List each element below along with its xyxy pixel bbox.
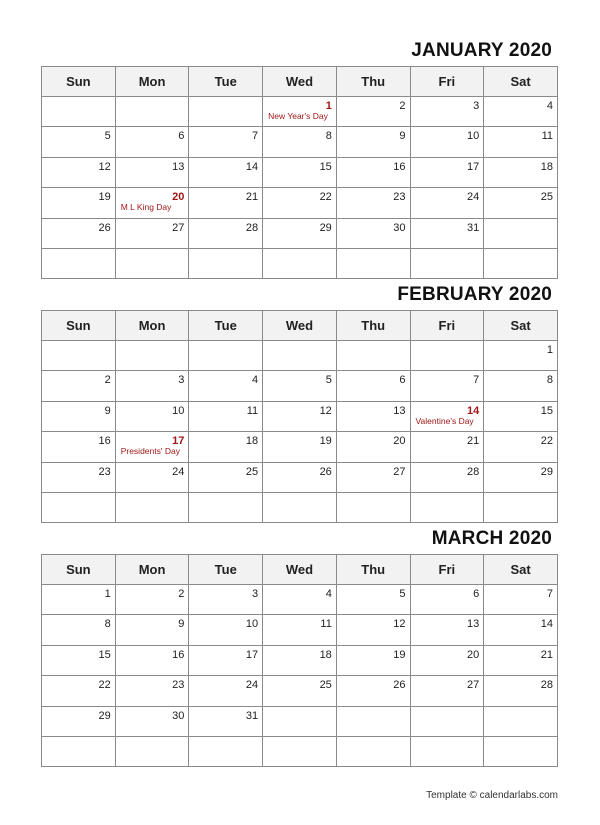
day-cell — [410, 157, 484, 187]
week-row — [42, 371, 558, 401]
day-number: 27 — [466, 679, 480, 692]
day-number: 15 — [540, 404, 553, 417]
day-cell — [484, 188, 558, 218]
day-number: 26 — [98, 221, 111, 234]
day-cell — [336, 706, 410, 736]
day-number: 26 — [393, 679, 406, 692]
calendar-grid — [41, 554, 558, 767]
day-number: 20 — [172, 191, 185, 204]
day-number: 9 — [399, 130, 406, 143]
day-cell — [263, 248, 337, 278]
day-cell — [410, 585, 484, 615]
day-number: 11 — [320, 618, 332, 631]
day-cell — [42, 218, 116, 248]
day-number: 28 — [466, 465, 480, 478]
day-cell — [484, 492, 558, 522]
day-number: 10 — [466, 130, 480, 143]
weekday-header: Wed — [263, 311, 337, 341]
day-cell — [115, 248, 189, 278]
day-cell — [484, 462, 558, 492]
day-cell — [115, 157, 189, 187]
day-number: 9 — [104, 404, 111, 417]
day-number: 7 — [251, 130, 259, 143]
day-cell — [484, 341, 558, 371]
day-number: 24 — [466, 191, 480, 204]
week-row — [42, 97, 558, 127]
day-cell — [410, 371, 484, 401]
day-number: 2 — [104, 374, 111, 387]
day-cell — [484, 736, 558, 766]
day-cell — [410, 706, 484, 736]
day-number: 16 — [172, 648, 185, 661]
day-number: 29 — [319, 221, 332, 234]
day-cell — [484, 432, 558, 462]
day-cell — [42, 97, 116, 127]
day-number: 27 — [393, 465, 406, 478]
day-cell — [336, 676, 410, 706]
day-cell — [115, 736, 189, 766]
day-cell — [263, 645, 337, 675]
day-cell — [484, 676, 558, 706]
day-cell — [484, 645, 558, 675]
week-row — [42, 615, 558, 645]
day-number: 14 — [245, 160, 259, 173]
day-number: 8 — [104, 618, 111, 631]
day-cell — [189, 97, 263, 127]
weekday-header: Sun — [42, 555, 116, 585]
day-cell — [410, 127, 484, 157]
calendar-grid — [41, 310, 558, 523]
day-number: 3 — [473, 100, 480, 112]
weekday-header-row — [42, 311, 558, 341]
weekday-header: Fri — [410, 311, 484, 341]
day-cell — [263, 462, 337, 492]
day-number: 12 — [393, 618, 406, 631]
day-number: 30 — [172, 709, 185, 722]
day-cell — [336, 157, 410, 187]
day-cell — [410, 492, 484, 522]
day-cell — [410, 736, 484, 766]
day-cell — [263, 492, 337, 522]
day-cell — [115, 706, 189, 736]
day-number: 10 — [172, 404, 185, 417]
day-cell — [115, 341, 189, 371]
day-number: 8 — [325, 130, 332, 143]
day-cell — [42, 248, 116, 278]
day-number: 24 — [172, 465, 185, 478]
day-cell — [42, 492, 116, 522]
day-cell — [115, 218, 189, 248]
holiday-name: New Year's Day — [268, 111, 328, 121]
day-cell — [410, 676, 484, 706]
day-cell — [42, 157, 116, 187]
day-cell — [336, 188, 410, 218]
day-cell — [263, 127, 337, 157]
day-number: 24 — [245, 679, 259, 692]
day-number: 15 — [98, 648, 111, 661]
week-row — [42, 585, 558, 615]
weekday-header: Mon — [115, 555, 189, 585]
day-number: 25 — [540, 191, 553, 204]
day-cell — [263, 585, 337, 615]
weekday-header-row — [42, 67, 558, 97]
day-number: 27 — [172, 221, 185, 234]
day-cell — [42, 371, 116, 401]
day-number: 14 — [466, 404, 480, 417]
week-row — [42, 492, 558, 522]
day-cell — [263, 188, 337, 218]
weekday-header: Thu — [336, 555, 410, 585]
holiday-name: Presidents' Day — [120, 446, 180, 457]
day-cell — [263, 371, 337, 401]
day-number: 18 — [540, 160, 553, 173]
week-row — [42, 676, 558, 706]
day-cell — [115, 585, 189, 615]
day-cell — [115, 127, 189, 157]
day-cell — [410, 401, 484, 431]
day-number: 25 — [245, 465, 259, 478]
day-cell — [42, 462, 116, 492]
weekday-header: Thu — [336, 67, 410, 97]
weekday-header: Sat — [484, 67, 558, 97]
week-row — [42, 736, 558, 766]
day-cell — [42, 341, 116, 371]
day-number: 17 — [172, 435, 185, 448]
day-cell — [336, 341, 410, 371]
day-number: 12 — [319, 404, 332, 417]
day-cell — [189, 462, 263, 492]
day-cell — [189, 736, 263, 766]
day-cell — [336, 248, 410, 278]
holiday-name: M L King Day — [120, 202, 172, 213]
day-number: 1 — [104, 588, 111, 600]
day-cell — [115, 492, 189, 522]
day-number: 6 — [399, 374, 406, 387]
day-number: 13 — [393, 404, 406, 417]
day-number: 3 — [178, 374, 185, 387]
day-cell — [410, 615, 484, 645]
day-number: 7 — [546, 588, 553, 600]
calendar-grid — [41, 66, 558, 279]
weekday-header: Sat — [484, 555, 558, 585]
week-row — [42, 462, 558, 492]
day-cell — [42, 127, 116, 157]
day-cell — [42, 432, 116, 462]
day-number: 5 — [104, 130, 111, 143]
day-number: 1 — [325, 100, 332, 112]
day-cell — [263, 432, 337, 462]
day-cell — [189, 676, 263, 706]
day-cell — [263, 615, 337, 645]
weekday-header: Mon — [115, 67, 189, 97]
day-cell — [410, 218, 484, 248]
day-cell — [484, 615, 558, 645]
week-row — [42, 157, 558, 187]
weekday-header: Tue — [189, 311, 263, 341]
day-cell — [115, 645, 189, 675]
day-cell — [263, 341, 337, 371]
day-cell — [336, 462, 410, 492]
day-cell — [189, 248, 263, 278]
weekday-header: Fri — [410, 555, 484, 585]
week-row — [42, 248, 558, 278]
day-number: 15 — [319, 160, 332, 173]
day-number: 29 — [540, 465, 553, 478]
day-number: 26 — [319, 465, 332, 478]
day-number: 6 — [178, 130, 185, 143]
day-number: 23 — [98, 465, 111, 478]
day-cell — [484, 248, 558, 278]
day-cell — [484, 97, 558, 127]
day-cell — [189, 127, 263, 157]
day-number: 13 — [466, 618, 480, 631]
day-cell — [42, 706, 116, 736]
day-number: 19 — [98, 191, 111, 204]
day-cell — [410, 188, 484, 218]
day-cell — [484, 706, 558, 736]
day-number: 28 — [245, 221, 259, 234]
day-number: 18 — [245, 435, 259, 448]
day-number: 21 — [245, 191, 259, 204]
day-number: 22 — [540, 435, 553, 448]
day-cell — [484, 218, 558, 248]
day-cell — [336, 645, 410, 675]
day-cell — [484, 401, 558, 431]
day-number: 28 — [540, 679, 553, 692]
day-cell — [336, 615, 410, 645]
day-number: 31 — [466, 221, 480, 234]
day-cell — [410, 462, 484, 492]
day-cell — [42, 736, 116, 766]
weekday-header: Thu — [336, 311, 410, 341]
week-row — [42, 706, 558, 736]
day-number: 22 — [319, 191, 332, 204]
day-number: 17 — [245, 648, 259, 661]
day-cell — [263, 401, 337, 431]
day-cell — [189, 645, 263, 675]
day-cell — [115, 401, 189, 431]
day-cell — [410, 97, 484, 127]
day-number: 1 — [546, 344, 553, 356]
day-number: 11 — [541, 130, 553, 143]
day-number: 12 — [98, 160, 111, 173]
day-cell — [189, 615, 263, 645]
weekday-header-row — [42, 555, 558, 585]
footer-credit: Template © calendarlabs.com — [426, 790, 558, 801]
day-cell — [410, 341, 484, 371]
day-number: 5 — [325, 374, 332, 387]
holiday-name: Valentine's Day — [415, 415, 474, 426]
day-number: 5 — [399, 588, 406, 600]
day-cell — [410, 432, 484, 462]
day-number: 16 — [98, 435, 111, 448]
day-cell — [42, 676, 116, 706]
day-cell — [263, 706, 337, 736]
weekday-header: Tue — [189, 555, 263, 585]
day-cell — [189, 188, 263, 218]
day-number: 21 — [466, 435, 480, 448]
week-row — [42, 432, 558, 462]
day-cell — [189, 492, 263, 522]
day-cell — [115, 615, 189, 645]
day-number: 29 — [98, 709, 111, 722]
week-row — [42, 341, 558, 371]
day-cell — [189, 218, 263, 248]
day-cell — [263, 97, 337, 127]
month-title: FEBRUARY 2020 — [397, 284, 552, 305]
day-cell — [115, 432, 189, 462]
day-cell — [189, 401, 263, 431]
day-cell — [263, 218, 337, 248]
month-title: MARCH 2020 — [431, 528, 552, 549]
day-cell — [336, 97, 410, 127]
week-row — [42, 218, 558, 248]
weekday-header: Wed — [263, 555, 337, 585]
day-cell — [189, 585, 263, 615]
day-cell — [189, 371, 263, 401]
day-cell — [115, 97, 189, 127]
month-title: JANUARY 2020 — [411, 40, 552, 61]
day-number: 16 — [393, 160, 406, 173]
day-cell — [336, 218, 410, 248]
day-number: 19 — [393, 648, 406, 661]
day-cell — [42, 401, 116, 431]
day-number: 22 — [98, 679, 111, 692]
day-number: 8 — [546, 374, 553, 387]
week-row — [42, 127, 558, 157]
day-number: 14 — [540, 618, 553, 631]
day-number: 9 — [178, 618, 185, 631]
day-number: 21 — [540, 648, 553, 661]
week-row — [42, 401, 558, 431]
day-number: 11 — [246, 404, 259, 417]
day-cell — [115, 462, 189, 492]
day-cell — [115, 676, 189, 706]
day-number: 23 — [172, 679, 185, 692]
day-number: 13 — [172, 160, 185, 173]
weekday-header: Sun — [42, 311, 116, 341]
day-number: 2 — [399, 100, 406, 112]
day-cell — [410, 645, 484, 675]
weekday-header: Mon — [115, 311, 189, 341]
day-cell — [336, 371, 410, 401]
day-cell — [336, 127, 410, 157]
weekday-header: Tue — [189, 67, 263, 97]
day-number: 19 — [319, 435, 332, 448]
day-number: 25 — [319, 679, 332, 692]
day-number: 4 — [251, 374, 259, 387]
day-cell — [336, 401, 410, 431]
day-cell — [336, 585, 410, 615]
day-cell — [189, 341, 263, 371]
day-cell — [189, 157, 263, 187]
day-number: 6 — [473, 588, 480, 600]
day-cell — [263, 157, 337, 187]
week-row — [42, 645, 558, 675]
day-cell — [484, 585, 558, 615]
weekday-header: Sun — [42, 67, 116, 97]
day-number: 4 — [325, 588, 332, 600]
day-number: 18 — [319, 648, 332, 661]
day-cell — [263, 676, 337, 706]
day-number: 4 — [546, 100, 553, 112]
weekday-header: Sat — [484, 311, 558, 341]
day-cell — [263, 736, 337, 766]
day-cell — [484, 127, 558, 157]
day-cell — [410, 248, 484, 278]
week-row — [42, 188, 558, 218]
day-number: 17 — [466, 160, 480, 173]
day-cell — [189, 706, 263, 736]
day-cell — [189, 432, 263, 462]
day-cell — [42, 188, 116, 218]
day-cell — [42, 585, 116, 615]
day-number: 31 — [245, 709, 259, 722]
day-cell — [336, 736, 410, 766]
day-cell — [115, 371, 189, 401]
day-cell — [336, 432, 410, 462]
weekday-header: Fri — [410, 67, 484, 97]
day-cell — [42, 645, 116, 675]
day-cell — [115, 188, 189, 218]
day-cell — [484, 157, 558, 187]
day-number: 2 — [178, 588, 185, 600]
day-number: 20 — [393, 435, 406, 448]
weekday-header: Wed — [263, 67, 337, 97]
day-number: 10 — [245, 618, 259, 631]
day-number: 30 — [393, 221, 406, 234]
day-number: 3 — [251, 588, 259, 600]
day-number: 20 — [466, 648, 480, 661]
day-cell — [336, 492, 410, 522]
day-cell — [42, 615, 116, 645]
day-number: 7 — [473, 374, 480, 387]
day-cell — [484, 371, 558, 401]
day-number: 23 — [393, 191, 406, 204]
